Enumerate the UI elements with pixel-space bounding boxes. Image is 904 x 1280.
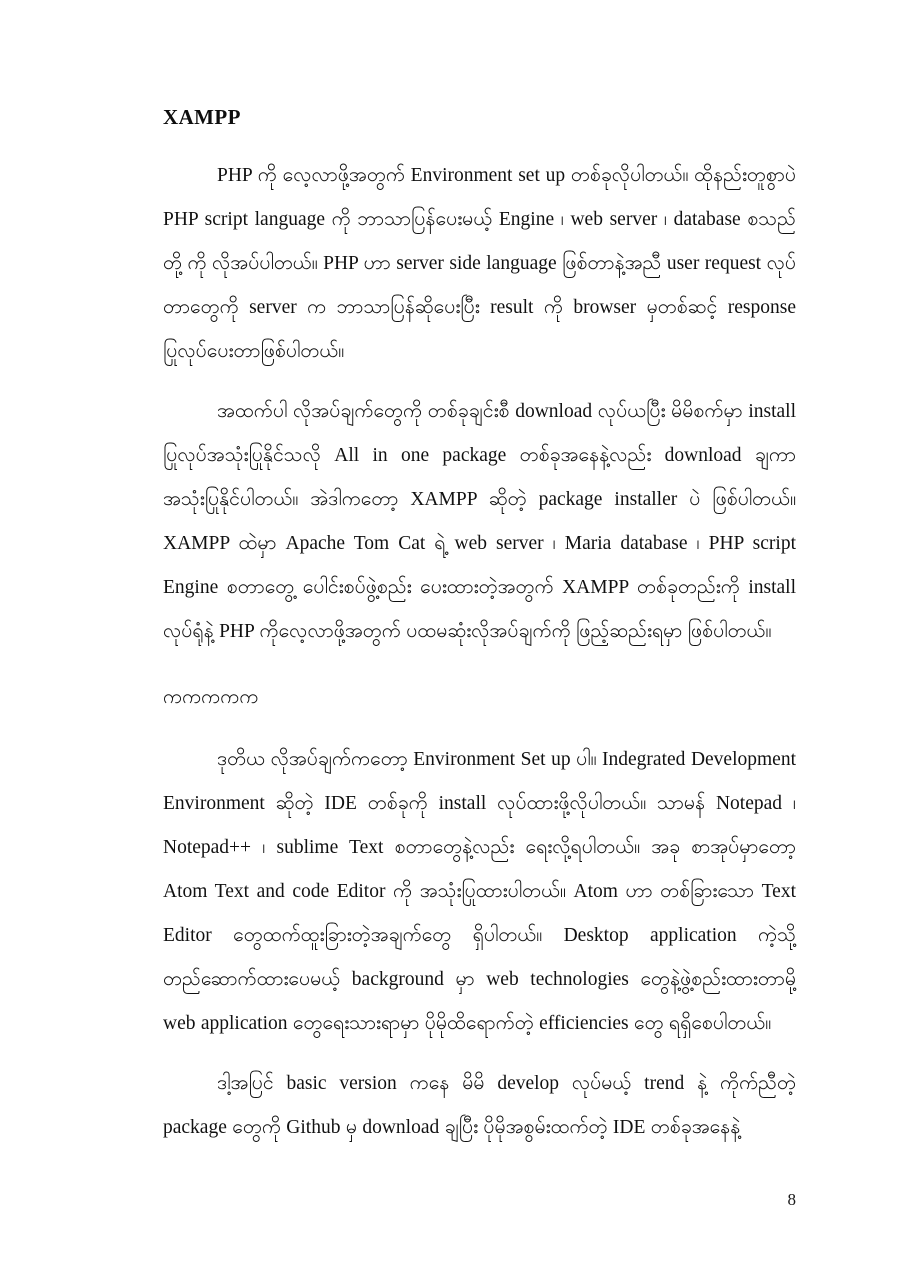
page-content <box>163 105 796 1150</box>
page-title: XAMPP <box>163 105 241 129</box>
body-paragraph-2: အထက်ပါ လိုအပ်ချက်တွေကို တစ်ခုချင်းစီ download လုပ်ယပြီး မိမိစက်မှာ install ပြုလုပ်အသုံးပြုနိုင်သလို All in one package တစ်ခုအနေနဲ့လည်း download ချကာ အသုံးပြုနိုင်ပါတယ်။ အဲဒါကတော့ XAMPP ဆိုတဲ့ package installer ပဲ ဖြစ်ပါတယ်။ XAMPP ထဲမှာ Apache Tom Cat ရဲ့ web server ၊ Maria database ၊ PHP script Engine စတာတွေ့ ပေါင်းစပ်ဖွဲ့စည်း ပေးထားတဲ့အတွက် XAMPP တစ်ခုတည်းကို install လုပ်ရုံနဲ့ PHP ကိုလေ့လာဖို့အတွက် ပထမဆုံးလိုအပ်ချက်ကို ဖြည့်ဆည်းရမှာ ဖြစ်ပါတယ်။ <box>163 401 796 643</box>
body-paragraph-1: PHP ကို လေ့လာဖို့အတွက် Environment set up တစ်ခုလိုပါတယ်။ ထိုနည်းတူစွာပဲ PHP script language ကို ဘာသာပြန်ပေးမယ့် Engine ၊ web server ၊ database စသည်တို့ ကို လိုအပ်ပါတယ်။ PHP ဟာ server side language ဖြစ်တာနဲ့အညီ user request လုပ်တာတွေကို server က ဘာသာပြန်ဆိုပေးပြီး result ကို browser မှတစ်ဆင့် response ပြုလုပ်ပေးတာဖြစ်ပါတယ်။ <box>163 165 796 363</box>
page-number: 8 <box>787 1190 796 1209</box>
body-paragraph-3: ဒုတိယ လိုအပ်ချက်ကတော့ Environment Set up ပါ။ Indegrated Development Environment ဆိုတဲ့ IDE တစ်ခုကို install လုပ်ထားဖို့လိုပါတယ်။ သာမန် Notepad ၊ Notepad++ ၊ sublime Text စတာတွေနဲ့လည်း ရေးလို့ရပါတယ်။ အခု စာအုပ်မှာတော့ Atom Text and code Editor ကို အသုံးပြုထားပါတယ်။ Atom ဟာ တစ်ခြားသော Text Editor တွေထက်ထူးခြားတဲ့အချက်တွေ ရှိပါတယ်။ Desktop application ကဲ့သို့ တည်ဆောက်ထားပေမယ့် background မှာ web technologies တွေနဲ့ဖွဲ့စည်းထားတာမို့ web application တွေရေးသားရာမှာ ပိုမိုထိရောက်တဲ့ efficiencies တွေ ရရှိစေပါတယ်။ <box>163 749 796 1035</box>
body-paragraph-4: ဒါ့အပြင် basic version ကနေ မိမိ develop လုပ်မယ့် trend နဲ့ ကိုက်ညီတဲ့ package တွေကို Github မှ download ချပြီး ပိုမိုအစွမ်းထက်တဲ့ IDE တစ်ခုအနေနဲ့ <box>163 1073 796 1139</box>
body-paragraph-2-tail: ကကကကက <box>163 687 259 709</box>
